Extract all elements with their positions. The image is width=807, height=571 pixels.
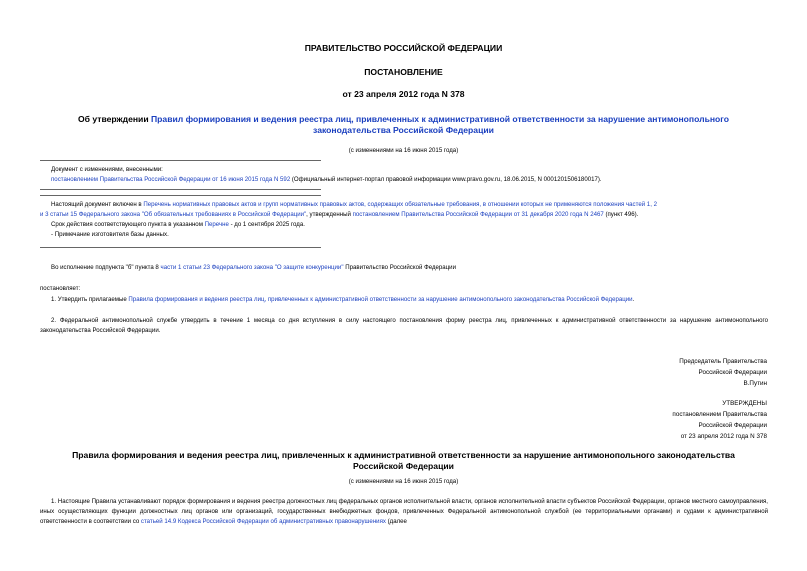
signature-name: В.Путин	[743, 380, 767, 387]
rules-item-1-text: 1. Настоящие Правила устанавливают порядок формирования и ведения реестра должностных лиц федеральных органов исполнительной власти, органов исполнительной власти субъектов Российской Федерации, органов местного самоуправления, иных осуществляющих функции должностных лиц органов или организаций, государственных внебюджетных фондов, привлеченных Федеральной антимонопольной службой (ее территориальными органами) и судами к административной ответственности в соответствии со	[40, 498, 768, 525]
divider	[40, 195, 321, 196]
notice-block	[40, 200, 768, 240]
approved-date: от 23 апреля 2012 года N 378	[680, 433, 767, 440]
rules-link[interactable]: Правила формирования и ведения реестра лиц, привлеченных к административной ответственности за нарушение антимонопольного законодательства Российской Федерации	[128, 296, 633, 303]
title-prefix: Об утверждении	[77, 114, 151, 124]
title-rules-link-line2[interactable]: законодательства Российской Федерации	[313, 125, 494, 135]
item-1	[51, 295, 771, 305]
preamble	[51, 263, 771, 273]
signature-country: Российской Федерации	[698, 369, 767, 376]
rules-title-line2: Российской Федерации	[353, 461, 454, 471]
changes-intro: Документ с изменениями, внесенными:	[51, 166, 163, 173]
admin-code-link[interactable]: статьей 14.9 Кодекса Российской Федерации об административных правонарушениях	[140, 518, 386, 525]
decides-word: постановляет:	[40, 285, 81, 292]
item-1-text: 1. Утвердить прилагаемые	[51, 296, 129, 303]
changes-block	[51, 165, 771, 185]
preamble-text: Во исполнение подпункта "б" пункта 8	[51, 264, 161, 271]
rules-item-1	[40, 497, 768, 527]
list-short-link[interactable]: Перечне	[204, 221, 229, 228]
title-changes-note: (с изменениями на 16 июня 2015 года)	[348, 147, 459, 154]
rules-item-1-text: (далее	[385, 518, 407, 525]
document-title	[0, 114, 807, 136]
signature-position: Председатель Правительства	[679, 358, 767, 365]
competition-law-link[interactable]: части 1 статьи 23 Федерального закона "О защите конкуренции"	[160, 264, 344, 271]
term-text: Срок действия соответствующего пункта в указанном	[51, 221, 205, 228]
notice-text: , утвержденный	[306, 211, 353, 218]
approved-label: УТВЕРЖДЕНЫ	[722, 400, 767, 407]
rules-changes-note: (с изменениями на 16 июня 2015 года)	[348, 478, 459, 485]
amendment-link[interactable]: постановлением Правительства Российской Федерации от 16 июня 2015 года N 592	[51, 176, 291, 183]
government-heading: ПРАВИТЕЛЬСТВО РОССИЙСКОЙ ФЕДЕРАЦИИ	[304, 43, 503, 53]
rules-title	[0, 450, 807, 472]
term-text: - до 1 сентября 2025 года.	[228, 221, 305, 228]
title-rules-link-line1[interactable]: Правил формирования и ведения реестра лиц, привлеченных к административной ответственности за нарушение антимонопольного	[151, 114, 730, 124]
approved-country: Российской Федерации	[698, 422, 767, 429]
producer-note: - Примечание изготовителя базы данных.	[51, 231, 169, 238]
divider	[40, 160, 321, 161]
document-date: от 23 апреля 2012 года N 378	[342, 89, 465, 99]
amendment-source: (Официальный интернет-портал правовой информации www.pravo.gov.ru, 18.06.2015, N 0001201506180017).	[290, 176, 602, 183]
approved-block	[672, 398, 767, 442]
document-type-heading: ПОСТАНОВЛЕНИЕ	[364, 67, 443, 77]
approved-by: постановлением Правительства	[672, 411, 767, 418]
rules-title-line1: Правила формирования и ведения реестра лиц, привлеченных к административной ответственности за нарушение антимонопольного законодательства	[72, 450, 735, 460]
item-1-text: .	[632, 296, 635, 303]
list-link[interactable]: Перечень нормативных правовых актов и групп нормативных правовых актов, содержащих обязательные требования, в отношении которых не применяются положения частей 1, 2	[143, 201, 657, 208]
preamble-text: Правительство Российской Федерации	[343, 264, 456, 271]
resolution-2467-link[interactable]: постановлением Правительства Российской Федерации от 31 декабря 2020 года N 2467	[352, 211, 604, 218]
signature-block	[679, 356, 767, 389]
divider	[40, 247, 321, 248]
notice-text: (пункт 496).	[603, 211, 639, 218]
law-requirements-link[interactable]: и 3 статьи 15 Федерального закона "Об обязательных требованиях в Российской Федерации"	[40, 211, 307, 218]
divider	[40, 189, 321, 190]
notice-text: Настоящий документ включен в	[51, 201, 144, 208]
item-2: 2. Федеральной антимонопольной службе утвердить в течение 1 месяца со дня вступления в силу настоящего постановления форму реестра лиц, привлеченных к административной ответственности за нарушение антимонопольного законодательства Российской Федерации.	[40, 317, 768, 334]
